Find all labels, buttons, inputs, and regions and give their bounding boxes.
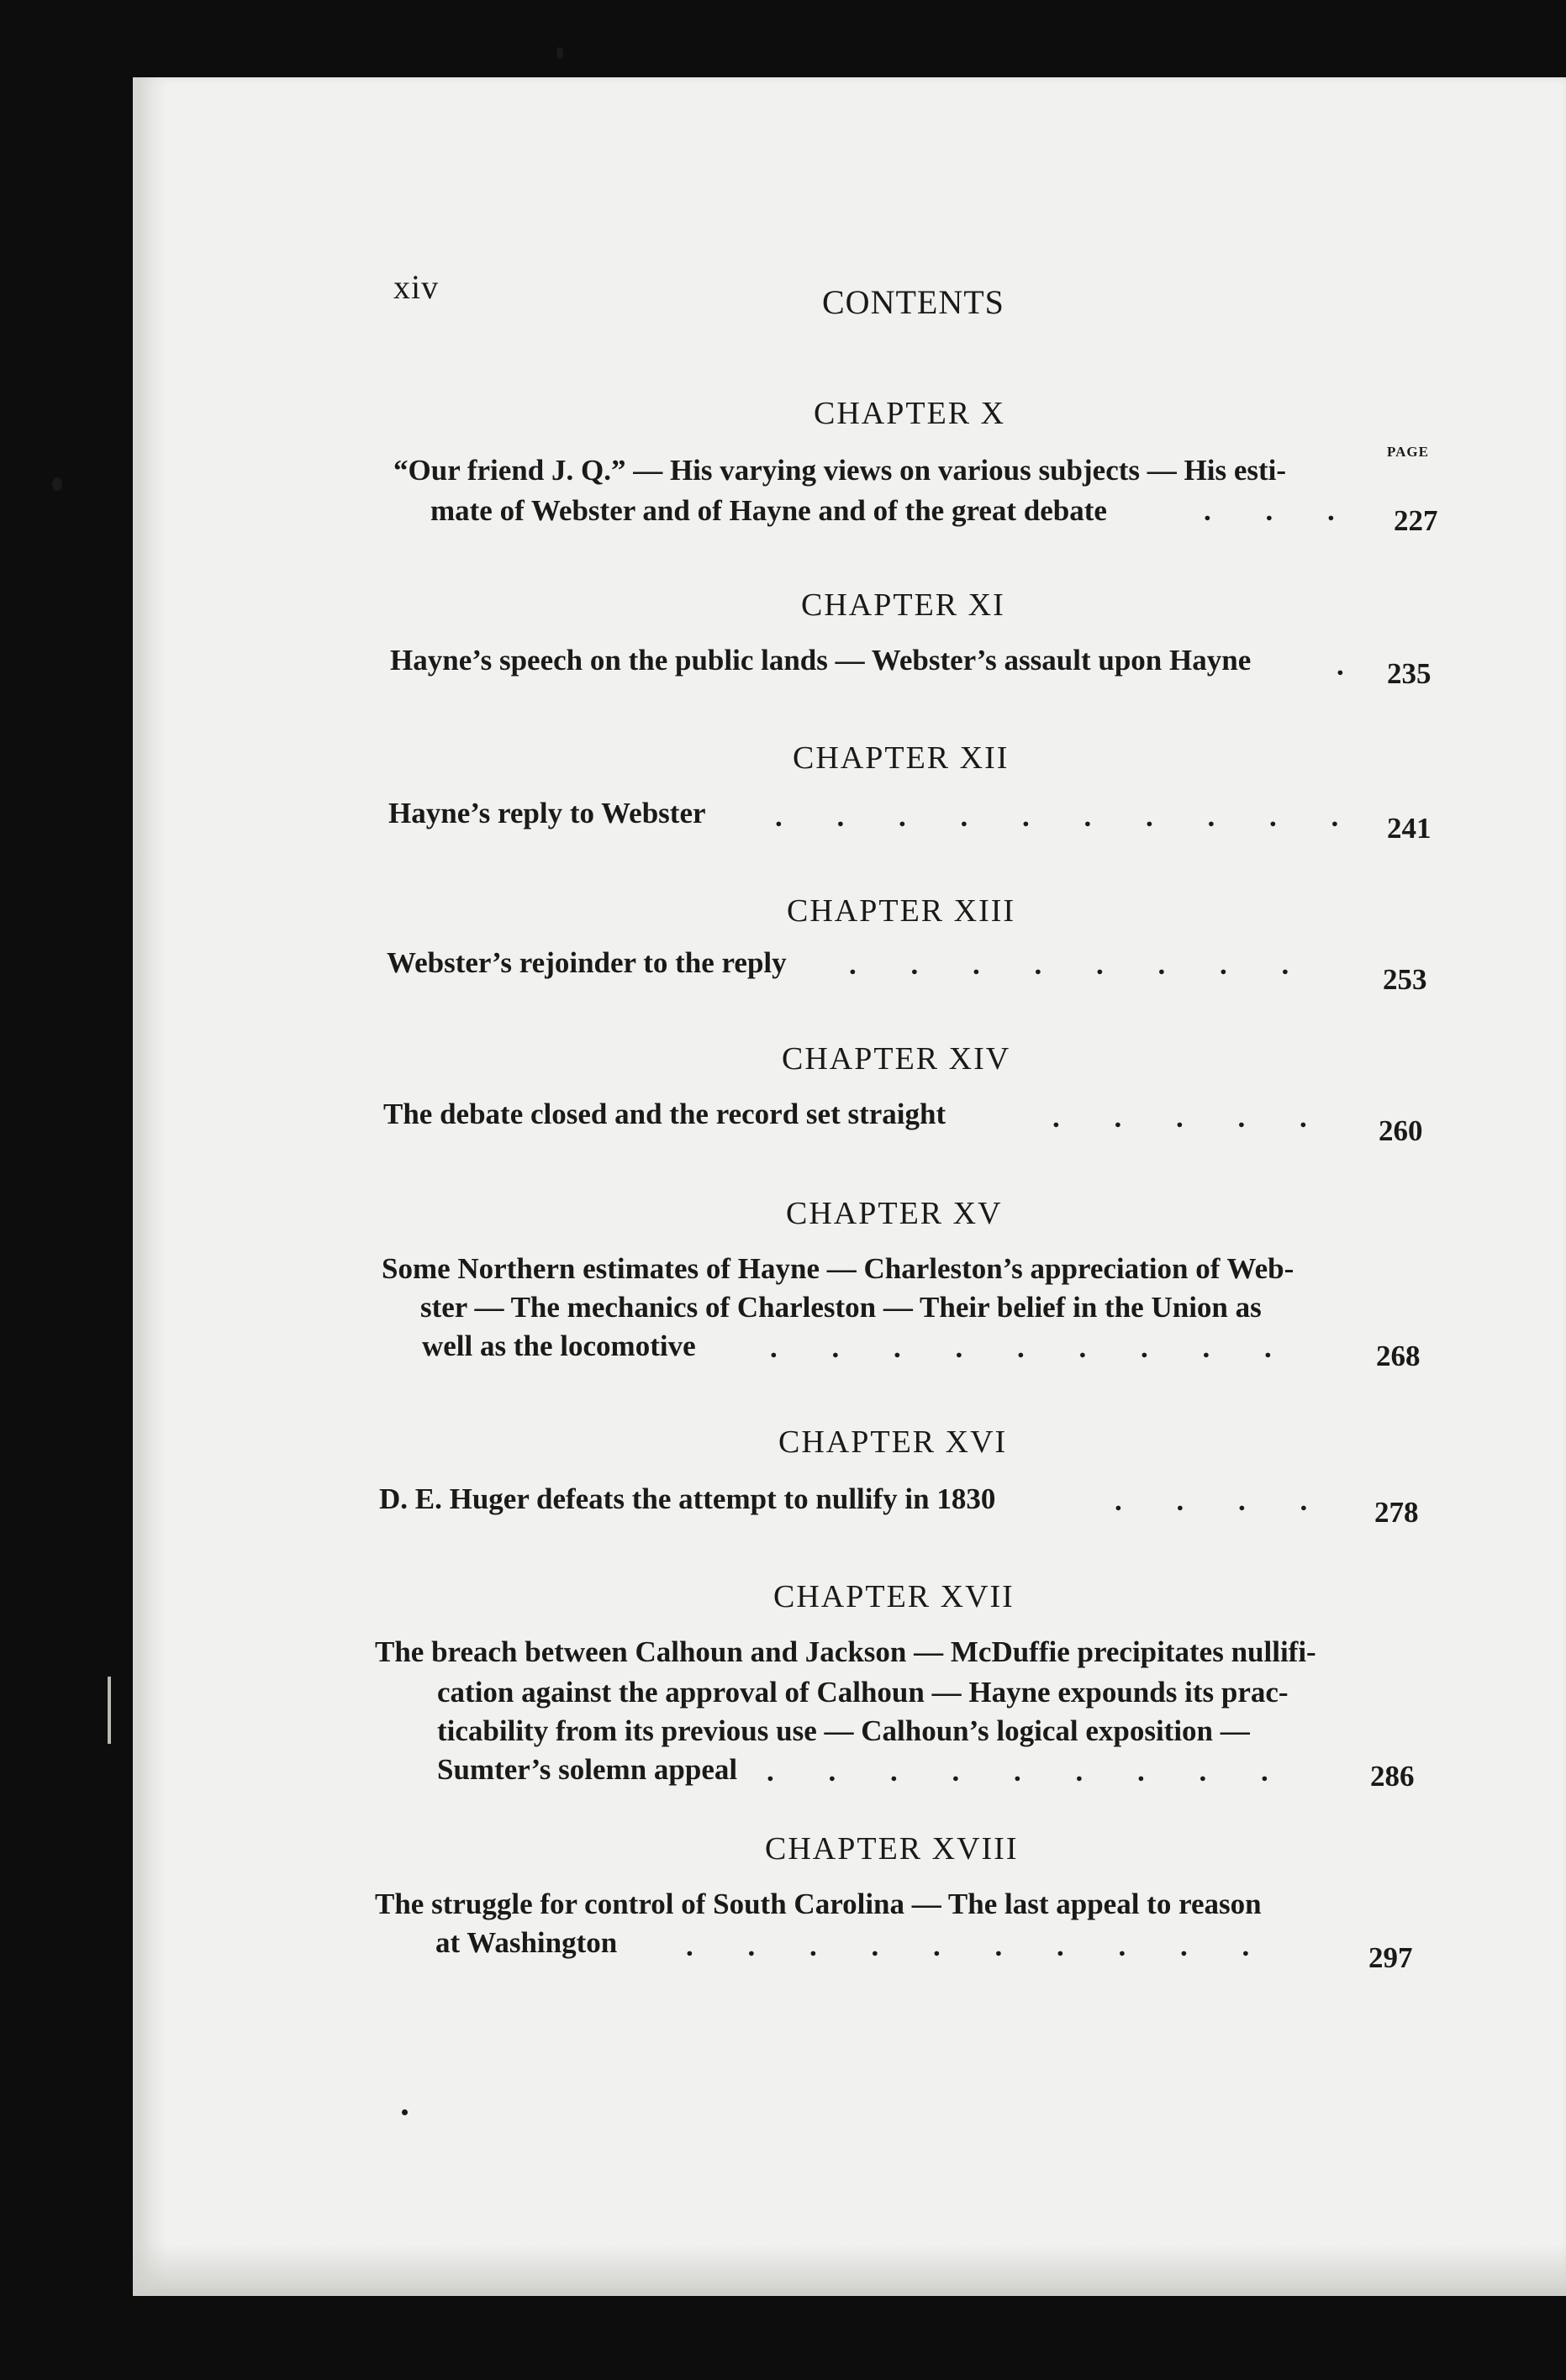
entry-text-line: ticability from its previous use — Calhoun’s logical exposition — xyxy=(437,1714,1250,1747)
entry-text-line: Some Northern estimates of Hayne — Charleston’s appreciation of Web- xyxy=(382,1252,1294,1285)
entry-text-line: cation against the approval of Calhoun — Hayne expounds its prac- xyxy=(437,1676,1289,1709)
entry-text-line: ster — The mechanics of Charleston — Their belief in the Union as xyxy=(420,1291,1262,1324)
page-number: 253 xyxy=(1383,963,1427,996)
leader-dots: . . . . . . . . . . xyxy=(686,1930,1273,1962)
page-number: 297 xyxy=(1368,1941,1413,1974)
chapter-heading: CHAPTER X xyxy=(814,396,1006,431)
entry-text-line: The debate closed and the record set straight xyxy=(383,1098,946,1130)
leader-dots: . . . . . . . . . . xyxy=(775,800,1363,833)
entry-text-line: “Our friend J. Q.” — His varying views on various subjects — His esti- xyxy=(393,454,1287,487)
entry-text-line: The breach between Calhoun and Jackson — McDuffie precipitates nullifi- xyxy=(375,1635,1316,1668)
page-number: 235 xyxy=(1387,657,1432,690)
page-bottom-shadow xyxy=(133,2244,1566,2296)
page-number-header: xiv xyxy=(393,268,440,306)
entry-text-line: The struggle for control of South Carolina — The last appeal to reason xyxy=(375,1888,1262,1920)
chapter-heading: CHAPTER XII xyxy=(793,740,1010,776)
chapter-heading: CHAPTER XIII xyxy=(787,893,1016,929)
chapter-heading: CHAPTER XV xyxy=(786,1196,1003,1231)
page-gutter-shadow xyxy=(133,77,166,2296)
page-number: 268 xyxy=(1376,1340,1421,1372)
entry-text-line: Webster’s rejoinder to the reply xyxy=(387,946,787,979)
chapter-heading: CHAPTER XVI xyxy=(778,1424,1008,1460)
entry-text-line: mate of Webster and of Hayne and of the great debate xyxy=(430,494,1107,527)
chapter-heading: CHAPTER XI xyxy=(801,587,1005,623)
page-number: 241 xyxy=(1387,812,1432,845)
page-column-label: PAGE xyxy=(1387,444,1429,460)
page-number: 286 xyxy=(1370,1760,1415,1793)
entry-text-line: Hayne’s reply to Webster xyxy=(388,797,706,829)
running-title: CONTENTS xyxy=(822,283,1004,321)
page-number: 278 xyxy=(1374,1496,1419,1529)
chapter-heading: CHAPTER XVIII xyxy=(765,1831,1019,1867)
entry-text-line: well as the locomotive xyxy=(422,1330,696,1362)
scan-speck xyxy=(556,47,563,59)
leader-dots: . . . . . . . . . xyxy=(767,1755,1292,1788)
entry-text-line: Sumter’s solemn appeal xyxy=(437,1753,738,1786)
page-number: 227 xyxy=(1394,504,1438,537)
leader-dots: . . . . . . . . . xyxy=(770,1331,1295,1364)
leader-dots: . . . . . xyxy=(1052,1101,1331,1134)
leader-dots: . . . . . . . . xyxy=(849,948,1313,981)
chapter-heading: CHAPTER XIV xyxy=(782,1041,1011,1077)
scan-speck xyxy=(402,2109,408,2115)
entry-text-line: Hayne’s speech on the public lands — Webster’s assault upon Hayne xyxy=(390,644,1252,677)
chapter-heading: CHAPTER XVII xyxy=(773,1579,1015,1614)
leader-dots: . . . . xyxy=(1115,1484,1331,1517)
scan-speck xyxy=(52,477,62,491)
left-margin-mark xyxy=(108,1677,111,1744)
entry-text-line: D. E. Huger defeats the attempt to nullify in 1830 xyxy=(379,1482,996,1515)
page-number: 260 xyxy=(1379,1114,1423,1147)
leader-dots: . . . xyxy=(1204,494,1358,527)
entry-text-line: at Washington xyxy=(435,1926,618,1959)
leader-dots: . xyxy=(1337,649,1368,682)
